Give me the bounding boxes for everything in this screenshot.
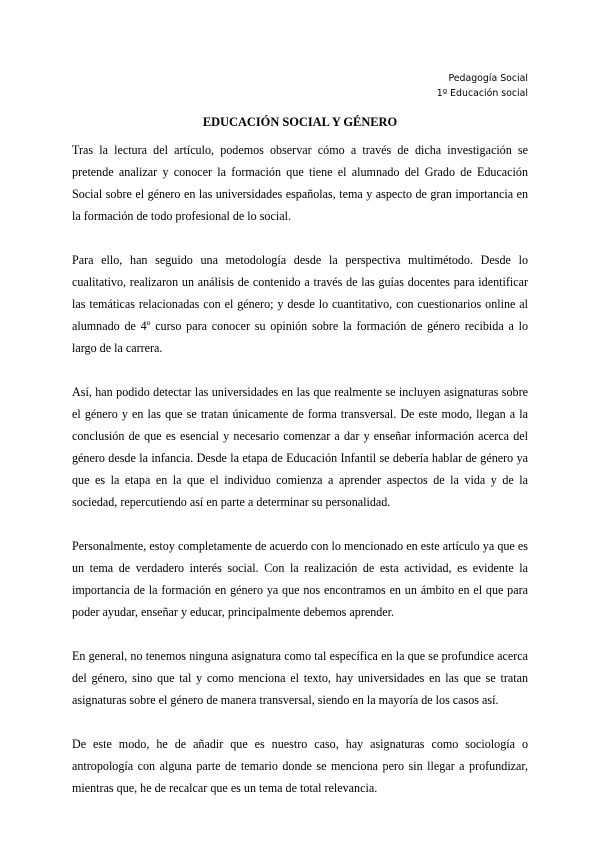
header-course: 1º Educación social	[436, 88, 528, 99]
document-body	[72, 139, 528, 821]
header-subject: Pedagogía Social	[448, 73, 528, 84]
paragraph: Para ello, han seguido una metodología desde la perspectiva multimétodo. Desde lo cualitativo, realizaron un análisis de contenido a través de las guías docentes para identificar las temáticas relacionadas con el género; y desde lo cuantitativo, con cuestionarios online al alumnado de 4º curso para conocer su opinión sobre la formación de género recibida a lo largo de la carrera.	[72, 253, 528, 355]
page-header	[437, 71, 528, 101]
paragraph: Personalmente, estoy completamente de acuerdo con lo mencionado en este artículo ya que es un tema de verdadero interés social. Con la realización de esta actividad, es evidente la importancia de la formación en género ya que nos encontramos en un ámbito en el que para poder ayudar, enseñar y educar, principalmente debemos aprender.	[72, 539, 528, 619]
paragraph: De este modo, he de añadir que es nuestro caso, hay asignaturas como sociología o antropología con alguna parte de temario donde se menciona pero sin llegar a profundizar, mientras que, he de recalcar que es un tema de total relevancia.	[72, 737, 528, 795]
paragraph: Tras la lectura del artículo, podemos observar cómo a través de dicha investigación se pretende analizar y conocer la formación que tiene el alumnado del Grado de Educación Social sobre el género en las universidades españolas, tema y aspecto de gran importancia en la formación de todo profesional de lo social.	[72, 143, 528, 223]
paragraph: Así, han podido detectar las universidades en las que realmente se incluyen asignaturas sobre el género y en las que se tratan únicamente de forma transversal. De este modo, llegan a la conclusión de que es esencial y necesario comenzar a dar y enseñar información acerca del género desde la infancia. Desde la etapa de Educación Infantil se debería hablar de género ya que es la etapa en la que el individuo comienza a aprender aspectos de la vida y de la sociedad, repercutiendo así en parte a determinar su personalidad.	[72, 385, 528, 509]
paragraph: En general, no tenemos ninguna asignatura como tal específica en la que se profundice acerca del género, sino que tal y como menciona el texto, hay universidades en las que se tratan asignaturas sobre el género de manera transversal, siendo en la mayoría de los casos así.	[72, 649, 528, 707]
document-title: EDUCACIÓN SOCIAL Y GÉNERO	[202, 115, 398, 129]
